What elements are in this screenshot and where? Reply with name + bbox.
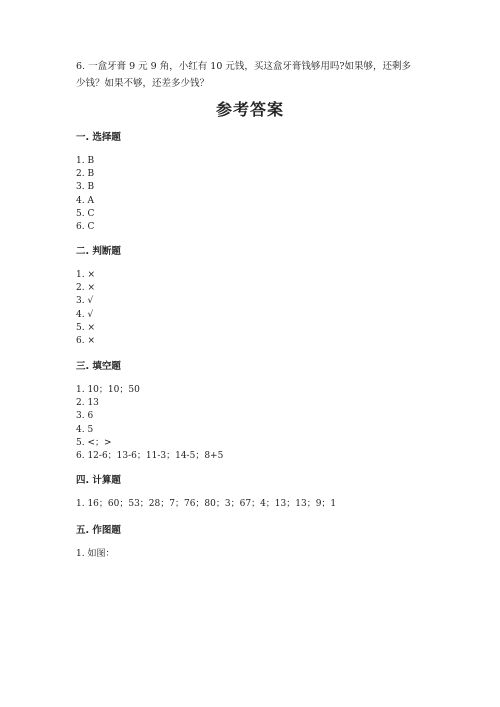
answer-item: 1. 10；10；50 (76, 385, 140, 395)
answer-key-title: 参考答案 (215, 100, 284, 119)
answer-item: 2. B (76, 169, 95, 180)
section-heading: 二. 判断题 (76, 246, 121, 257)
answer-item: 2. 13 (76, 398, 99, 409)
answer-item: 6. × (76, 336, 95, 347)
answer-item: 1. × (76, 270, 95, 280)
section-heading: 四. 计算题 (76, 475, 121, 486)
answer-item: 4. A (76, 195, 94, 206)
section-calculation (76, 474, 336, 511)
answer-item: 2. × (76, 283, 95, 294)
question-6-line-1: 6. 一盒牙膏 9 元 9 角，小红有 10 元钱，买这盒牙膏钱够用吗?如果够，还剩多 (76, 61, 411, 72)
section-true-false (76, 245, 121, 348)
answer-item: 4. √ (76, 309, 94, 320)
answer-item: 1. B (76, 156, 95, 166)
question-6-line-2: 少钱？如果不够，还差多少钱？ (76, 78, 210, 89)
answer-item: 5. × (76, 322, 95, 333)
answer-item: 3. √ (76, 296, 94, 307)
section-heading: 五. 作图题 (76, 525, 121, 536)
answer-item: 1. 16；60；53；28；7；76；80；3；67；4；13；13；9；1 (76, 499, 337, 509)
section-heading: 一. 选择题 (76, 132, 121, 143)
section-heading: 三. 填空题 (76, 361, 121, 372)
answer-item: 3. 6 (76, 411, 94, 422)
section-fill-in-blanks (76, 360, 223, 463)
answer-item: 5. C (76, 208, 95, 219)
section-multiple-choice (76, 131, 121, 234)
answer-item: 6. C (76, 222, 95, 233)
answer-item: 4. 5 (76, 424, 94, 435)
answer-item: 5. <；> (76, 437, 112, 448)
section-drawing (76, 524, 121, 561)
answer-item: 3. B (76, 182, 95, 193)
answer-item: 1. 如图： (76, 549, 115, 559)
answer-item: 6. 12-6；13-6；11-3；14-5；8+5 (76, 451, 224, 462)
question-6 (76, 58, 431, 92)
